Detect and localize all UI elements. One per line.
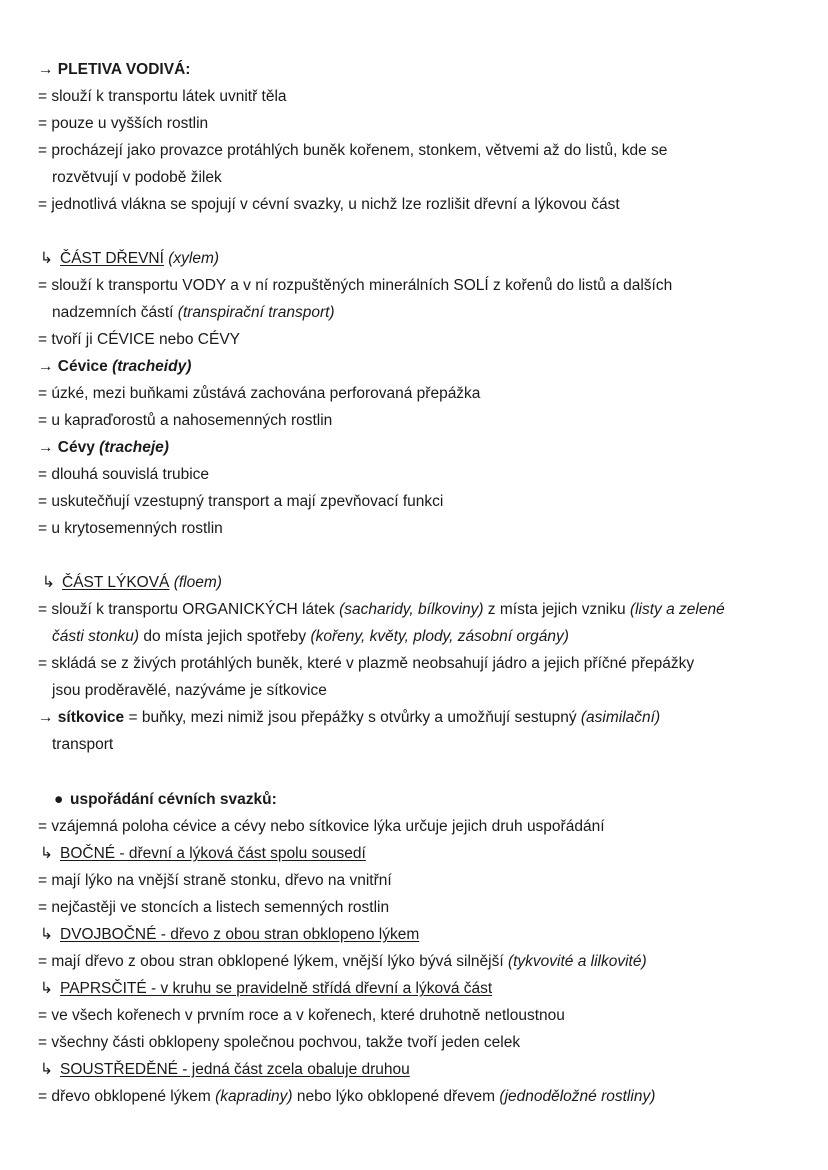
text-line: části stonku) do místa jejich spotřeby (kořeny, květy, plody, zásobní orgány) <box>52 628 569 645</box>
heading-cevy: → Cévy (tracheje) <box>38 439 169 456</box>
text-line: rozvětvují v podobě žilek <box>52 169 222 186</box>
text-line: = procházejí jako provazce protáhlých buněk kořenem, stonkem, větvemi až do listů, kde se <box>38 142 668 159</box>
subheading-paprscite: ↳ PAPRSČITÉ - v kruhu se pravidelně střídá dřevní a lýková část <box>40 980 493 997</box>
text-line: = u kapraďorostů a nahosemenných rostlin <box>38 412 333 429</box>
hook-arrow-icon: ↳ <box>40 845 53 862</box>
hook-arrow-icon: ↳ <box>40 980 53 997</box>
bullet-icon: ● <box>54 791 64 808</box>
text-line: = uskutečňují vzestupný transport a mají zpevňovací funkci <box>38 493 444 510</box>
text-line: = dlouhá souvislá trubice <box>38 466 210 483</box>
text-line: = u krytosemenných rostlin <box>38 520 223 537</box>
text-line: = ve všech kořenech v prvním roce a v kořenech, které druhotně netloustnou <box>38 1007 565 1024</box>
heading-cevice: → Cévice (tracheidy) <box>38 358 192 375</box>
text-line: = jednotlivá vlákna se spojují v cévní svazky, u nichž lze rozlišit dřevní a lýkovou část <box>38 196 620 213</box>
xylem-title: ČÁST DŘEVNÍ <box>60 250 164 267</box>
text-line: = všechny části obklopeny společnou pochvou, takže tvoří jeden celek <box>38 1034 521 1051</box>
heading-xylem <box>40 249 219 269</box>
hook-arrow-icon: ↳ <box>42 574 55 591</box>
text-line: nadzemních částí (transpirační transport) <box>52 304 335 321</box>
text-line: = mají lýko na vnější straně stonku, dřevo na vnitřní <box>38 872 392 889</box>
text-line: = skládá se z živých protáhlých buněk, které v plazmě neobsahují jádro a jejich příčné přepážky <box>38 655 695 672</box>
text-line: transport <box>52 736 114 753</box>
text-line: = slouží k transportu ORGANICKÝCH látek (sacharidy, bílkoviny) z místa jejich vzniku (listy a zelené <box>38 601 725 618</box>
hook-arrow-icon: ↳ <box>40 250 53 267</box>
text-line: = úzké, mezi buňkami zůstává zachována perforovaná přepážka <box>38 385 481 402</box>
hook-arrow-icon: ↳ <box>40 1061 53 1078</box>
subheading-bocne: ↳ BOČNÉ - dřevní a lýková část spolu sousedí <box>40 845 366 862</box>
heading-usporadani: ● uspořádání cévních svazků: <box>44 790 277 810</box>
text-line: jsou proděravělé, nazýváme je sítkovice <box>52 682 327 699</box>
hook-arrow-icon: ↳ <box>40 926 53 943</box>
text-line: = tvoří ji CÉVICE nebo CÉVY <box>38 331 241 348</box>
heading-pletiva-vodiva: → PLETIVA VODIVÁ: <box>38 61 191 78</box>
text-line: → sítkovice = buňky, mezi nimiž jsou přepážky s otvůrky a umožňují sestupný (asimilační) <box>38 709 661 726</box>
floem-subtitle: (floem) <box>173 574 222 591</box>
text-line: = vzájemná poloha cévice a cévy nebo sítkovice lýka určuje jejich druh uspořádání <box>38 818 605 835</box>
text-line: = nejčastěji ve stoncích a listech semenných rostlin <box>38 899 390 916</box>
text-line: = slouží k transportu VODY a v ní rozpuštěných minerálních SOLÍ z kořenů do listů a dalších <box>38 277 673 294</box>
text-line: = slouží k transportu látek uvnitř těla <box>38 88 287 105</box>
heading-floem <box>42 573 222 593</box>
xylem-subtitle: (xylem) <box>168 250 220 267</box>
text-line: = mají dřevo z obou stran obklopené lýkem, vnější lýko bývá silnější (tykvovité a lilkovité) <box>38 953 647 970</box>
text-line: = dřevo obklopené lýkem (kapradiny) nebo lýko obklopené dřevem (jednoděložné rostliny) <box>38 1088 656 1105</box>
subheading-soustredene: ↳ SOUSTŘEDĚNÉ - jedná část zcela obaluje druhou <box>40 1061 410 1078</box>
floem-title: ČÁST LÝKOVÁ <box>62 574 170 591</box>
text-line: = pouze u vyšších rostlin <box>38 115 209 132</box>
subheading-dvojbocne: ↳ DVOJBOČNÉ - dřevo z obou stran obklopeno lýkem <box>40 926 420 943</box>
